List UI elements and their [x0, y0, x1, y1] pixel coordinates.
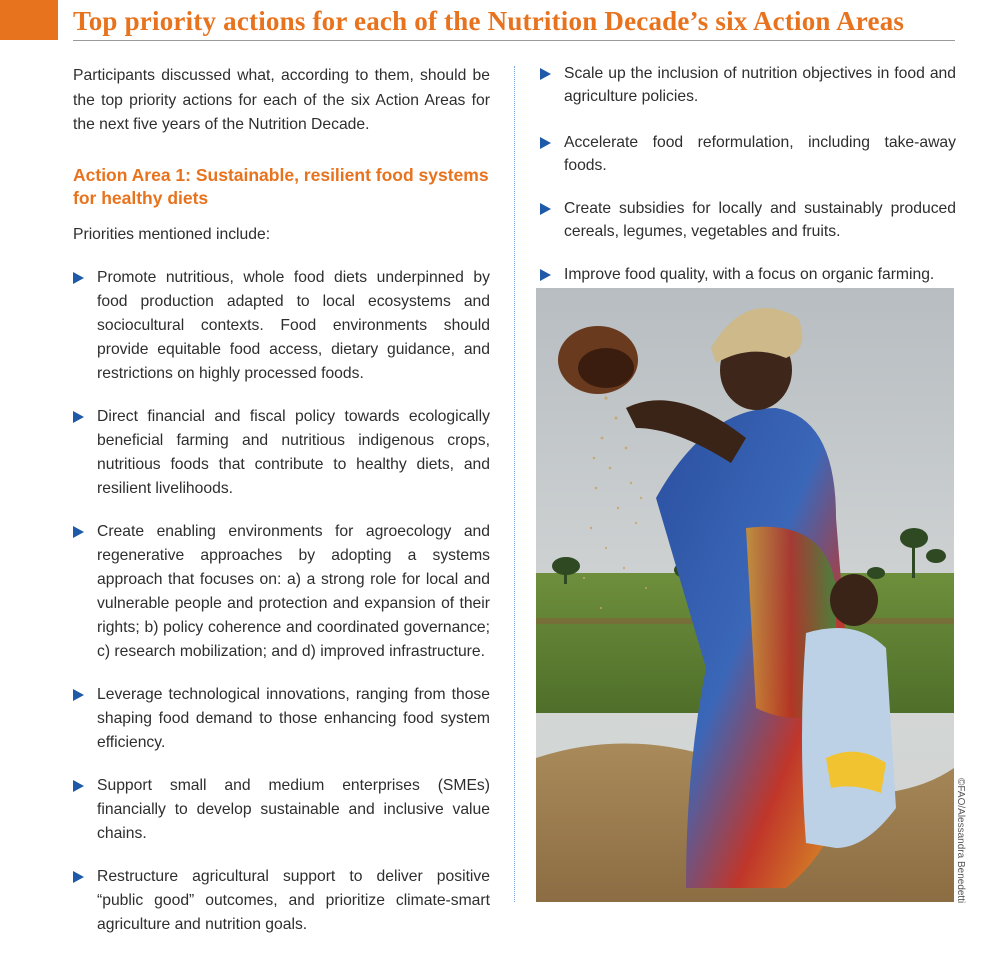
list-item: Create subsidies for locally and sustainably produced cereals, legumes, vegetables and fruits.: [540, 197, 956, 243]
list-item: Create enabling environments for agroecology and regenerative approaches by adopting a systems approach that focuses on: a) a strong role for local and vulnerable people and protection and expansion of their rights; b) policy coherence and coordinated governance; c) research mobilization; and d) improved infrastructure.: [73, 520, 490, 664]
list-item: Restructure agricultural support to deliver positive “public good” outcomes, and prioritize climate-smart agriculture and nutrition goals.: [73, 865, 490, 937]
bullet-triangle-icon: [540, 137, 551, 149]
right-column: [540, 62, 956, 306]
right-bullet-list: [540, 62, 956, 286]
list-item: Accelerate food reformulation, including take-away foods.: [540, 131, 956, 177]
action-area-heading: Action Area 1: Sustainable, resilient food systems for healthy diets: [73, 164, 489, 208]
bullet-triangle-icon: [73, 871, 84, 883]
bullet-triangle-icon: [73, 272, 84, 284]
header-accent-bar: [0, 0, 58, 40]
list-item: Scale up the inclusion of nutrition objectives in food and agriculture policies.: [540, 62, 956, 108]
bullet-triangle-icon: [540, 68, 551, 80]
photo-credit: ©FAO/Alessandra Benedetti: [955, 778, 966, 904]
bullet-triangle-icon: [73, 689, 84, 701]
column-divider: [514, 66, 515, 902]
title-underline: [73, 40, 955, 41]
page-title: Top priority actions for each of the Nutrition Decade’s six Action Areas: [73, 6, 905, 36]
photo-woman-winnowing-grain: [536, 288, 954, 902]
photo-illustration: [536, 288, 954, 902]
bullet-triangle-icon: [540, 203, 551, 215]
intro-paragraph: Participants discussed what, according to them, should be the top priority actions for each of the six Action Areas for the next five years of the Nutrition Decade.: [73, 67, 490, 133]
left-column: [73, 64, 490, 956]
list-item: Improve food quality, with a focus on organic farming.: [540, 263, 956, 286]
bullet-triangle-icon: [73, 411, 84, 423]
list-item: Promote nutritious, whole food diets underpinned by food production adapted to local ecosystems and sociocultural contexts. Food environments should provide equitable food access, dietary guidance, and restrictions on highly processed foods.: [73, 266, 490, 386]
list-item: Leverage technological innovations, ranging from those shaping food demand to those enhancing food system efficiency.: [73, 683, 490, 755]
bullet-triangle-icon: [73, 780, 84, 792]
list-item: Direct financial and fiscal policy towards ecologically beneficial farming and nutritious indigenous crops, nutritious foods that contribute to healthy diets, and resilient livelihoods.: [73, 405, 490, 501]
bullet-triangle-icon: [540, 269, 551, 281]
bullet-triangle-icon: [73, 526, 84, 538]
left-bullet-list: [73, 266, 490, 937]
list-item: Support small and medium enterprises (SMEs) financially to develop sustainable and inclusive value chains.: [73, 774, 490, 846]
priorities-intro: Priorities mentioned include:: [73, 226, 271, 244]
